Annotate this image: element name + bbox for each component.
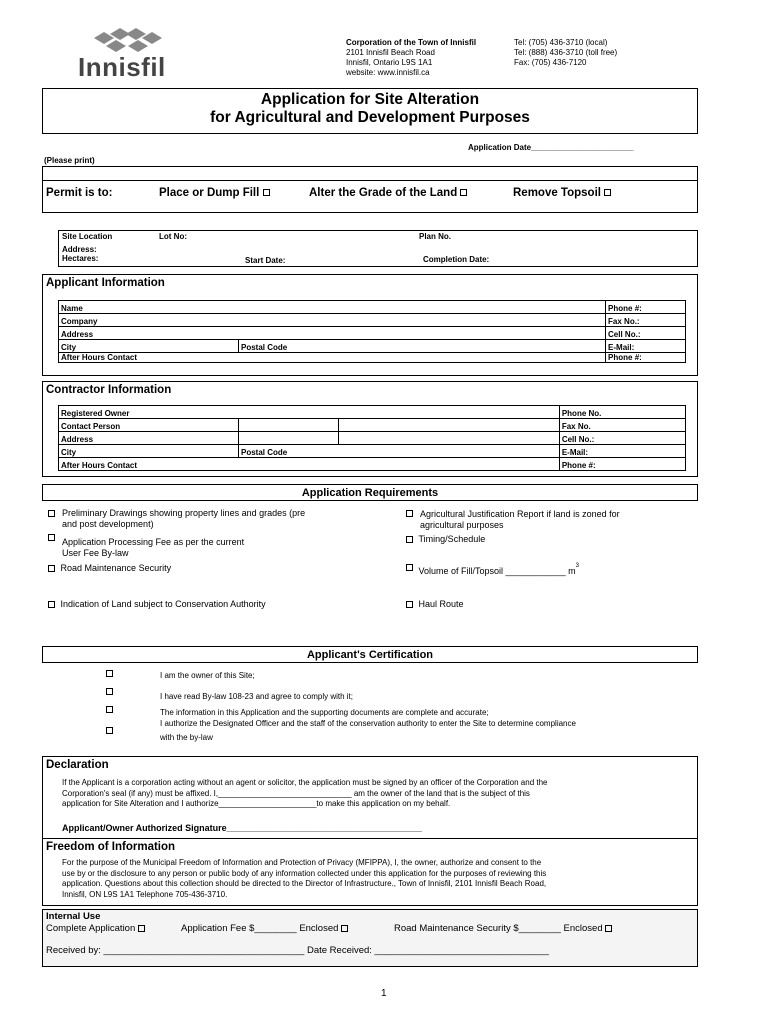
foi-line-2: use by or the disclosure to any person or public body of any information collected under this application for the purposes of reviewing this xyxy=(62,868,547,878)
applicant-phone2[interactable]: Phone #: xyxy=(606,353,686,363)
checkbox-icon[interactable] xyxy=(106,706,113,713)
logo-text: Innisfil xyxy=(78,52,166,82)
contractor-fax[interactable]: Fax No. xyxy=(559,419,685,432)
foi-header: Freedom of Information xyxy=(42,838,698,854)
site-location-box xyxy=(58,230,698,267)
internal-app-fee[interactable] xyxy=(181,923,348,934)
tel-local: Tel: (705) 436-3710 (local) xyxy=(514,38,608,47)
org-website: website: www.innisfil.ca xyxy=(346,68,430,77)
contractor-phone[interactable]: Phone No. xyxy=(559,406,685,419)
permit-option-topsoil-label: Remove Topsoil xyxy=(513,187,601,199)
cert-bylaw: I have read By-law 108-23 and agree to comply with it; xyxy=(160,692,353,701)
checkbox-icon[interactable] xyxy=(406,564,413,571)
permit-box xyxy=(42,166,698,213)
req-fee-l2: User Fee By-law xyxy=(62,548,129,558)
requirements-header: Application Requirements xyxy=(42,484,698,501)
applicant-city[interactable]: City xyxy=(59,340,239,353)
internal-road-security[interactable] xyxy=(394,923,612,934)
req-agri-report[interactable] xyxy=(406,509,620,531)
contractor-postal[interactable]: Postal Code xyxy=(239,445,560,458)
address-label[interactable]: Address: xyxy=(62,245,97,254)
permit-option-grade[interactable] xyxy=(309,187,467,199)
title-line-1: Application for Site Alteration xyxy=(260,91,480,108)
permit-option-topsoil[interactable] xyxy=(513,187,611,199)
cert-authorize-l2: with the by-law xyxy=(160,733,213,742)
req-road-security[interactable] xyxy=(48,563,171,573)
applicant-cell[interactable]: Cell No.: xyxy=(606,327,686,340)
req-drawings-l2: and post development) xyxy=(62,519,154,529)
cert-authorize-l1: I authorize the Designated Officer and the staff of the conservation authority to enter the Site to determine compliance xyxy=(160,719,576,728)
contractor-registered-owner[interactable]: Registered Owner xyxy=(59,406,560,419)
req-volume[interactable] xyxy=(406,563,579,576)
applicant-phone[interactable]: Phone #: xyxy=(606,301,686,314)
contractor-phone2[interactable]: Phone #: xyxy=(559,458,685,471)
checkbox-icon[interactable] xyxy=(48,601,55,608)
logo xyxy=(78,28,188,80)
req-fee-l1: Application Processing Fee as per the current xyxy=(62,537,245,547)
signature-field[interactable]: Applicant/Owner Authorized Signature_______________________________________ xyxy=(62,823,422,833)
req-conservation-label: Indication of Land subject to Conservation Authority xyxy=(60,599,266,609)
completion-date-label[interactable]: Completion Date: xyxy=(423,255,490,264)
contractor-info-header: Contractor Information xyxy=(42,381,698,397)
checkbox-icon[interactable] xyxy=(138,925,145,932)
contractor-after-hours[interactable]: After Hours Contact xyxy=(59,458,560,471)
req-agri-report-l1: Agricultural Justification Report if land is zoned for xyxy=(420,509,620,519)
applicant-address[interactable]: Address xyxy=(59,327,606,340)
internal-app-fee-label: Application Fee $________ Enclosed xyxy=(181,923,339,934)
applicant-fax[interactable]: Fax No.: xyxy=(606,314,686,327)
org-name: Corporation of the Town of Innisfil xyxy=(346,38,477,47)
applicant-name[interactable]: Name xyxy=(59,301,606,314)
foi-line-4: Innisfil, ON L9S 1A1 Telephone 705-436-3710. xyxy=(62,889,228,899)
checkbox-icon[interactable] xyxy=(406,601,413,608)
req-drawings[interactable] xyxy=(48,508,305,530)
applicant-postal[interactable]: Postal Code xyxy=(239,340,606,353)
site-location-label: Site Location xyxy=(62,232,113,241)
plan-no-label[interactable]: Plan No. xyxy=(419,232,452,241)
permit-option-fill[interactable] xyxy=(159,187,270,199)
applicant-info-header: Applicant Information xyxy=(42,274,698,290)
contractor-table xyxy=(58,405,686,471)
foi-text xyxy=(62,858,546,900)
checkbox-icon[interactable] xyxy=(263,189,270,196)
checkbox-icon[interactable] xyxy=(48,510,55,517)
start-date-label[interactable]: Start Date: xyxy=(245,256,286,265)
checkbox-icon[interactable] xyxy=(406,536,413,543)
checkbox-icon[interactable] xyxy=(341,925,348,932)
permit-option-fill-label: Place or Dump Fill xyxy=(159,187,260,199)
req-road-security-label: Road Maintenance Security xyxy=(60,563,172,573)
checkbox-icon[interactable] xyxy=(106,670,113,677)
checkbox-icon[interactable] xyxy=(460,189,467,196)
contractor-email[interactable]: E-Mail: xyxy=(559,445,685,458)
declaration-line-1: If the Applicant is a corporation acting without an agent or solicitor, the application must be signed by an officer of the Corporation and the xyxy=(62,778,548,787)
lot-no-label[interactable]: Lot No: xyxy=(159,232,187,241)
cert-owner: I am the owner of this Site; xyxy=(160,671,255,680)
application-date[interactable]: Application Date_______________________ xyxy=(468,143,634,152)
hectares-label[interactable]: Hectares: xyxy=(62,254,99,263)
checkbox-icon[interactable] xyxy=(106,727,113,734)
declaration-text xyxy=(62,778,547,810)
tel-tollfree: Tel: (888) 436-3710 (toll free) xyxy=(514,48,618,57)
declaration-header: Declaration xyxy=(42,756,698,772)
checkbox-icon[interactable] xyxy=(48,565,55,572)
contractor-city[interactable]: City xyxy=(59,445,239,458)
applicant-company[interactable]: Company xyxy=(59,314,606,327)
applicant-email[interactable]: E-Mail: xyxy=(606,340,686,353)
contractor-address[interactable]: Address xyxy=(59,432,239,445)
contractor-contact-person[interactable]: Contact Person xyxy=(59,419,239,432)
req-volume-superscript: 3 xyxy=(575,563,579,569)
req-drawings-l1: Preliminary Drawings showing property lines and grades (pre xyxy=(62,508,306,518)
req-haul-route-label: Haul Route xyxy=(418,599,464,609)
req-conservation[interactable] xyxy=(48,599,266,609)
declaration-line-3: application for Site Alteration and I authorize______________________to make this application on my behalf. xyxy=(62,799,451,808)
applicant-table xyxy=(58,300,686,363)
req-agri-report-l2: agricultural purposes xyxy=(420,520,504,530)
permit-label: Permit is to: xyxy=(46,187,113,199)
internal-complete-app-label: Complete Application xyxy=(46,923,136,934)
internal-use-box xyxy=(42,909,698,967)
org-street: 2101 Innisfil Beach Road xyxy=(346,48,435,57)
req-timing-label: Timing/Schedule xyxy=(418,534,486,544)
checkbox-icon[interactable] xyxy=(106,688,113,695)
checkbox-icon[interactable] xyxy=(605,925,612,932)
req-fee[interactable] xyxy=(48,537,244,559)
foi-line-1: For the purpose of the Municipal Freedom of Information and Protection of Privacy (MFIPPA), I, the owner, authorize and consent to the xyxy=(62,858,542,867)
fax: Fax: (705) 436-7120 xyxy=(514,58,587,67)
internal-complete-app[interactable] xyxy=(46,923,145,934)
foi-line-3: application. Questions about this collection should be directed to the Director of Infrastructure., Town of Innisfil, 2101 Innisfil Beach Road, xyxy=(62,879,547,888)
checkbox-icon[interactable] xyxy=(604,189,611,196)
cert-accurate: The information in this Application and the supporting documents are complete and accurate; xyxy=(160,708,489,717)
org-city: Innisfil, Ontario L9S 1A1 xyxy=(346,58,433,67)
req-haul-route[interactable] xyxy=(406,599,464,609)
title-box xyxy=(42,88,698,134)
checkbox-icon[interactable] xyxy=(406,510,413,517)
page-number: 1 xyxy=(381,988,387,999)
checkbox-icon[interactable] xyxy=(48,534,55,541)
applicant-after-hours[interactable]: After Hours Contact xyxy=(59,353,606,363)
certification-header: Applicant's Certification xyxy=(42,646,698,663)
please-print: (Please print) xyxy=(44,156,95,165)
internal-received-by[interactable]: Received by: ______________________________________ Date Received: _________________________________ xyxy=(46,945,549,956)
org-contact xyxy=(514,38,617,68)
permit-option-grade-label: Alter the Grade of the Land xyxy=(309,187,458,199)
contractor-cell[interactable]: Cell No.: xyxy=(559,432,685,445)
org-address xyxy=(346,38,476,78)
internal-road-security-label: Road Maintenance Security $________ Enclosed xyxy=(394,923,603,934)
title-line-2: for Agricultural and Development Purposes xyxy=(210,109,530,126)
req-volume-label: Volume of Fill/Topsoil ____________ m xyxy=(418,566,576,576)
declaration-line-2: Corporation's seal (if any) must be affixed. I,______________________________ am the owner of the land that is the subject of this xyxy=(62,788,530,798)
req-timing[interactable] xyxy=(406,534,485,544)
internal-use-title: Internal Use xyxy=(46,911,101,922)
